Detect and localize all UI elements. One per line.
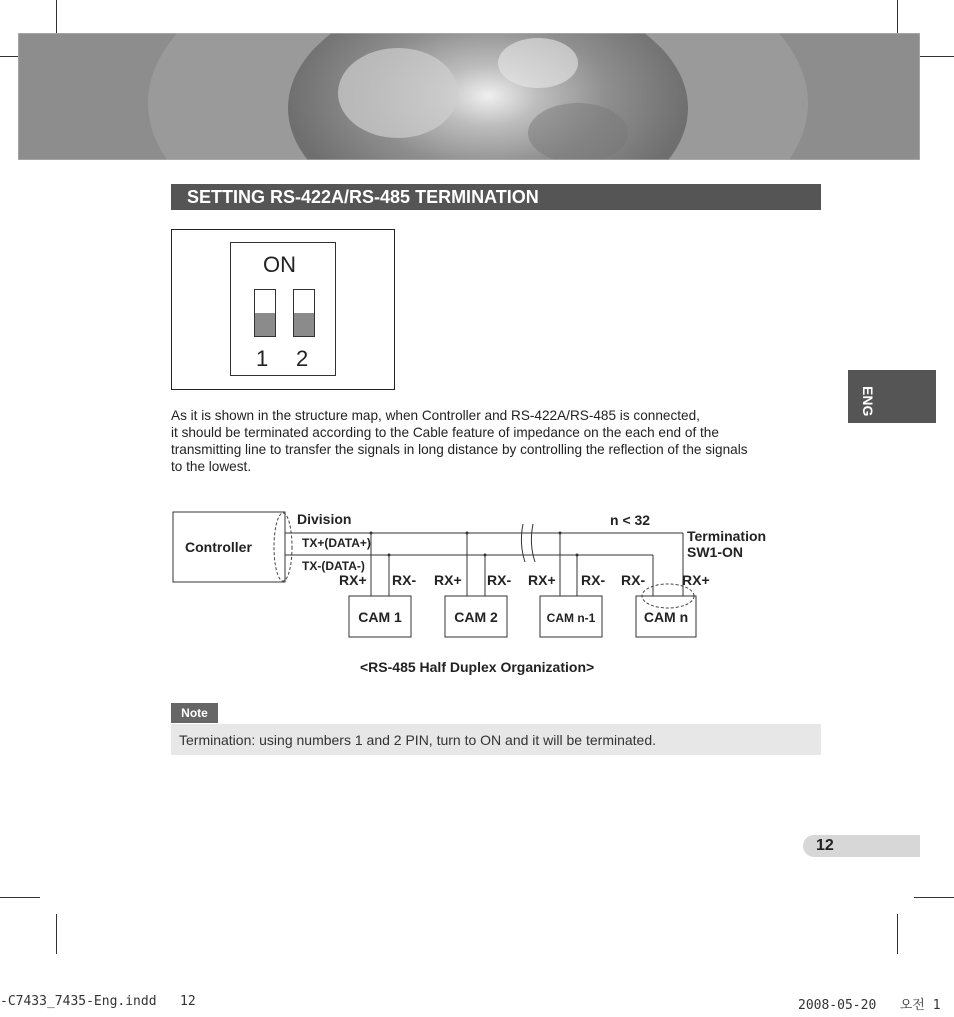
rx-minus-label: RX- xyxy=(392,572,417,588)
controller-label: Controller xyxy=(185,539,252,555)
rs485-wiring-diagram xyxy=(171,504,791,644)
termination-switch-label: SW1-ON xyxy=(687,544,743,560)
dip-on-label: ON xyxy=(263,252,296,277)
rx-plus-label: RX+ xyxy=(682,572,710,588)
note-label: Note xyxy=(171,703,218,723)
cam-1-label: CAM 1 xyxy=(358,609,402,625)
crop-mark xyxy=(914,897,954,898)
dip-pin-2-label: 2 xyxy=(296,346,309,371)
page-number-badge xyxy=(803,835,920,857)
description-line: it should be terminated according to the Cable feature of impedance on the each end of the xyxy=(171,425,719,440)
description-line: to the lowest. xyxy=(171,459,252,474)
description-line: As it is shown in the structure map, when Controller and RS-422A/RS-485 is connected, xyxy=(171,408,700,423)
note-text: Termination: using numbers 1 and 2 PIN, turn to ON and it will be terminated. xyxy=(179,732,657,748)
language-tab xyxy=(848,370,936,423)
page-number: 12 xyxy=(816,837,834,854)
rx-minus-label: RX- xyxy=(581,572,606,588)
dip-pin-1-label: 1 xyxy=(256,346,269,371)
rx-minus-label: RX- xyxy=(487,572,512,588)
camera-lens-graphic xyxy=(18,33,920,160)
cam-2-label: CAM 2 xyxy=(454,609,498,625)
device-count-label: n < 32 xyxy=(610,512,651,528)
dip-switch-2 xyxy=(293,289,315,337)
cam-n-1-label: CAM n-1 xyxy=(546,611,596,625)
crop-mark xyxy=(914,56,954,57)
line-break-mark xyxy=(531,524,535,562)
crop-mark xyxy=(56,914,57,954)
section-title: SETTING RS-422A/RS-485 TERMINATION xyxy=(187,187,539,207)
dip-switch-1 xyxy=(254,289,276,337)
diagram-caption: <RS-485 Half Duplex Organization> xyxy=(360,659,595,675)
header-banner-image xyxy=(18,33,920,160)
rx-plus-label: RX+ xyxy=(528,572,556,588)
description-line: transmitting line to transfer the signals in long distance by controlling the reflection of the signals xyxy=(171,442,748,457)
tx-plus-label: TX+(DATA+) xyxy=(302,536,371,550)
rx-plus-label: RX+ xyxy=(434,572,462,588)
section-title-bar xyxy=(171,184,821,210)
crop-mark xyxy=(897,914,898,954)
rx-plus-label: RX+ xyxy=(339,572,367,588)
description-paragraph xyxy=(171,407,826,475)
rx-minus-label: RX- xyxy=(621,572,646,588)
print-slug-filename: -C7433_7435-Eng.indd 12 xyxy=(0,994,196,1009)
division-label: Division xyxy=(297,511,352,527)
cam-n-label: CAM n xyxy=(643,609,689,625)
line-break-mark xyxy=(521,524,525,562)
crop-mark xyxy=(0,897,40,898)
termination-label: Termination xyxy=(687,528,767,544)
tx-minus-label: TX-(DATA-) xyxy=(302,559,365,573)
language-tab-label: ENG xyxy=(860,386,876,417)
print-slug-date: 2008-05-20 오전 1 xyxy=(798,998,941,1013)
note-box xyxy=(171,724,821,755)
